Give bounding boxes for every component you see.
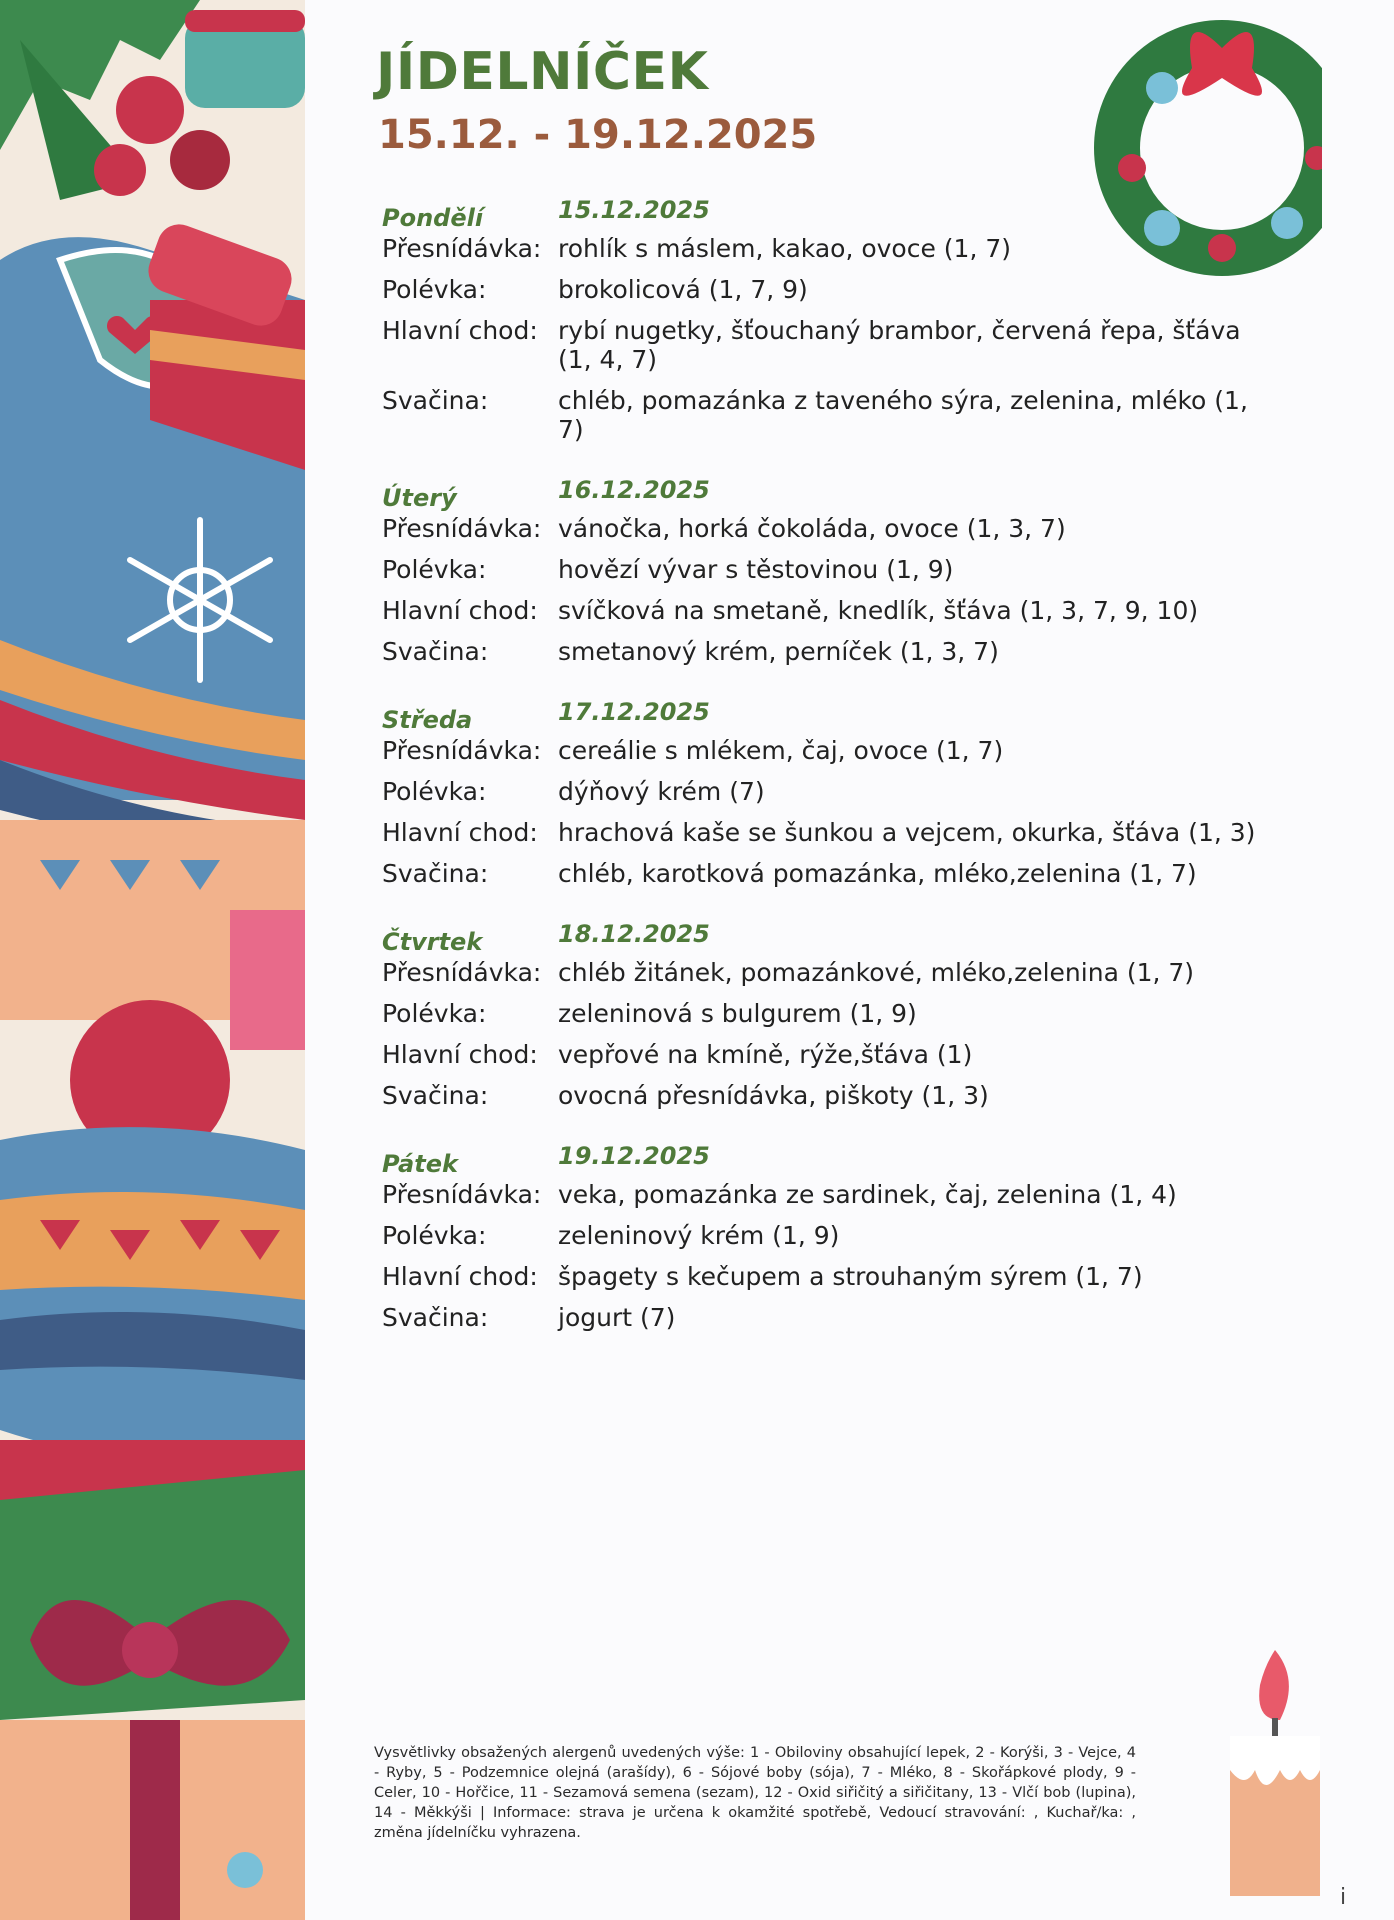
meal-row: [382, 1180, 1262, 1209]
day-date: 16.12.2025: [558, 476, 710, 504]
meal-row: [382, 1221, 1262, 1250]
meal-label: Svačina:: [382, 1081, 489, 1110]
day-block-monday: [382, 196, 1262, 444]
weekly-menu: [382, 196, 1262, 1364]
day-block-wednesday: [382, 698, 1262, 888]
meal-row: [382, 514, 1262, 543]
meal-label: Polévka:: [382, 999, 487, 1028]
menu-period: 15.12. - 19.12.2025: [378, 112, 818, 158]
meal-row: [382, 275, 1262, 304]
meal-text: zeleninový krém (1, 9): [558, 1221, 840, 1250]
meal-label: Polévka:: [382, 1221, 487, 1250]
day-name: Úterý: [382, 484, 457, 512]
meal-text: rybí nugetky, šťouchaný brambor, červená řepa, šťáva (1, 4, 7): [558, 316, 1241, 374]
day-date: 18.12.2025: [558, 920, 710, 948]
meal-text: smetanový krém, perníček (1, 3, 7): [558, 637, 999, 666]
meal-label: Hlavní chod:: [382, 316, 538, 345]
meal-label: Svačina:: [382, 1303, 489, 1332]
meal-row: [382, 555, 1262, 584]
meal-label: Přesnídávka:: [382, 736, 542, 765]
day-block-friday: [382, 1142, 1262, 1332]
meal-label: Hlavní chod:: [382, 596, 538, 625]
meal-label: Přesnídávka:: [382, 958, 542, 987]
christmas-illustration-strip: [0, 0, 305, 1920]
day-date: 17.12.2025: [558, 698, 710, 726]
meal-row: [382, 859, 1262, 888]
meal-label: Hlavní chod:: [382, 1040, 538, 1069]
meal-text: cereálie s mlékem, čaj, ovoce (1, 7): [558, 736, 1004, 765]
meal-row: [382, 1040, 1262, 1069]
meal-text: zeleninová s bulgurem (1, 9): [558, 999, 917, 1028]
meal-label: Hlavní chod:: [382, 818, 538, 847]
meal-text: svíčková na smetaně, knedlík, šťáva (1, 3, 7, 9, 10): [558, 596, 1199, 625]
meal-label: Přesnídávka:: [382, 514, 542, 543]
day-block-tuesday: [382, 476, 1262, 666]
meal-text: veka, pomazánka ze sardinek, čaj, zelenina (1, 4): [558, 1180, 1177, 1209]
meal-row: [382, 818, 1262, 847]
meal-row: [382, 999, 1262, 1028]
meal-text: chléb, karotková pomazánka, mléko,zelenina (1, 7): [558, 859, 1197, 888]
meal-text: jogurt (7): [558, 1303, 676, 1332]
meal-label: Svačina:: [382, 637, 489, 666]
day-name: Středa: [382, 706, 473, 734]
meal-text: dýňový krém (7): [558, 777, 765, 806]
meal-label: Přesnídávka:: [382, 234, 542, 263]
meal-row: [382, 234, 1262, 263]
meal-label: Přesnídávka:: [382, 1180, 542, 1209]
day-block-thursday: [382, 920, 1262, 1110]
meal-row: [382, 1081, 1262, 1110]
meal-text: ovocná přesnídávka, piškoty (1, 3): [558, 1081, 989, 1110]
meal-text: brokolicová (1, 7, 9): [558, 275, 808, 304]
meal-row: [382, 316, 1262, 374]
day-name: Čtvrtek: [382, 928, 483, 956]
meal-text: vepřové na kmíně, rýže,šťáva (1): [558, 1040, 973, 1069]
meal-label: Polévka:: [382, 275, 487, 304]
meal-text: vánočka, horká čokoláda, ovoce (1, 3, 7): [558, 514, 1066, 543]
meal-text: špagety s kečupem a strouhaným sýrem (1, 7): [558, 1262, 1143, 1291]
meal-label: Svačina:: [382, 386, 489, 415]
meal-row: [382, 777, 1262, 806]
day-date: 15.12.2025: [558, 196, 710, 224]
meal-label: Polévka:: [382, 777, 487, 806]
meal-text: rohlík s máslem, kakao, ovoce (1, 7): [558, 234, 1012, 263]
meal-row: [382, 386, 1262, 444]
meal-label: Hlavní chod:: [382, 1262, 538, 1291]
day-date: 19.12.2025: [558, 1142, 710, 1170]
candle-icon: [1200, 1640, 1350, 1900]
meal-text: chléb žitánek, pomazánkové, mléko,zelenina (1, 7): [558, 958, 1195, 987]
day-name: Pátek: [382, 1150, 458, 1178]
meal-text: chléb, pomazánka z taveného sýra, zelenina, mléko (1, 7): [558, 386, 1248, 444]
meal-text: hrachová kaše se šunkou a vejcem, okurka, šťáva (1, 3): [558, 818, 1256, 847]
meal-row: [382, 1262, 1262, 1291]
meal-row: [382, 958, 1262, 987]
page-title: JÍDELNÍČEK: [376, 42, 709, 102]
meal-text: hovězí vývar s těstovinou (1, 9): [558, 555, 954, 584]
meal-row: [382, 637, 1262, 666]
day-name: Pondělí: [382, 204, 484, 232]
meal-label: Polévka:: [382, 555, 487, 584]
meal-row: [382, 736, 1262, 765]
scan-mark: i: [1340, 1885, 1347, 1910]
allergen-footnote: Vysvětlivky obsažených alergenů uvedených výše: 1 - Obiloviny obsahující lepek, 2 - Korýši, 3 - Vejce, 4 - Ryby, 5 - Podzemnice olejná (arašídy), 6 - Sójové boby (sója), 7 - Mléko, 8 - Skořápkové plody, 9 - Celer, 10 - Hořčice, 11 - Sezamová semena (sezam), 12 - Oxid siřičitý a siřičitany, 13 - Vlčí bob (lupina), 14 - Měkkýši | Informace: strava je určena k okamžité spotřebě, Vedoucí stravování: , Kuchař/ka: , změna jídelníčku vyhrazena.: [374, 1745, 1136, 1841]
meal-row: [382, 1303, 1262, 1332]
meal-label: Svačina:: [382, 859, 489, 888]
meal-row: [382, 596, 1262, 625]
